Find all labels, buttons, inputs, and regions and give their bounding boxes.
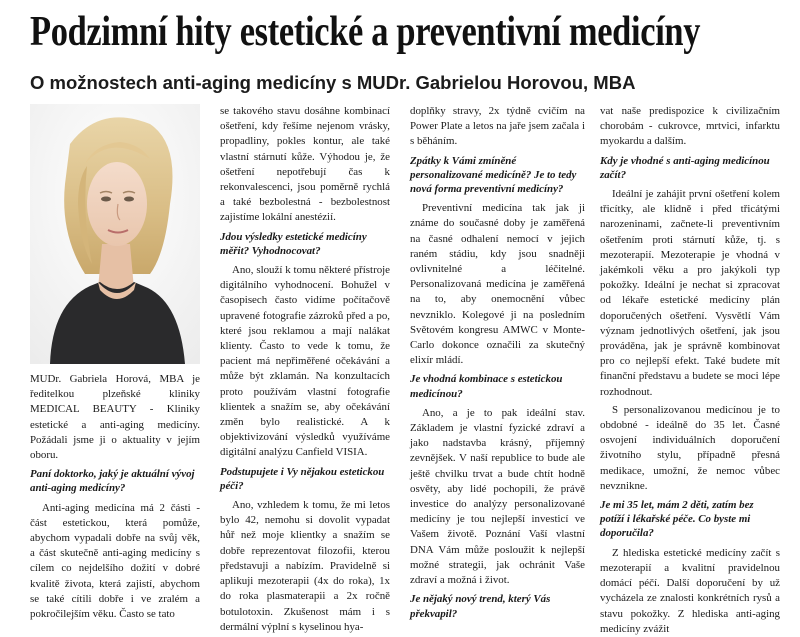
answer-8: Z hlediska estetické medicíny začít s mezoterapií a kvalitní pravidelnou domácí péčí. Další doporučení by už vycházela ze znalosti konkrétních rysů a stavu pokožky. Z hlediska anti-aging medicíny zvážit — [600, 546, 780, 635]
column-2 — [220, 104, 390, 633]
answer-1-continued: se takového stavu dosáhne kombinací ošetření, kdy řešíme nejenom vrásky, propadliny, pokles kontur, ale také vlastní stárnutí kůže. Výhodou je, že ošetření nepotřebují čas k rekonvalescenci, jsou poměrně rychlá a také bezbolestná - bezbolestnost zajistíme lokální anestézií. — [220, 105, 390, 224]
article-title: Podzimní hity estetické a preventivní medicíny — [30, 9, 701, 55]
answer-4: Preventivní medicína tak jak ji známe do současné doby je zaměřená na časné odhalení nemocí v jejich raném stádiu, kdy jsou snadněji ovlivnitelné a léčitelné. Personalizovaná medicína je zaměřená na to, aby onemocnění vůbec nevzniklo. Kolegové ji na posledním Světovém kongresu AMWC v Monte-Carlo dokonce označili za skutečný elixír mládí. — [410, 202, 585, 367]
question-5: Je vhodná kombinace s estetickou medicínou? — [410, 373, 563, 400]
question-1: Paní doktorko, jaký je aktuální vývoj anti-aging medicíny? — [30, 468, 195, 495]
answer-7a: Ideální je zahájit první ošetření kolem třicítky, ale klidně i před třicátými narozeninami, začnete-li preventivním ošetřením proti stárnutí kůže, tj. s mezoterapií. Mezoterapie je vhodná v jakémkoli věku a pro jakýkoli typ pokožky. Ideální je nechat si zpracovat od lékaře estetické medicíny plán doporučených ošetření. Vysvětlí Vám význam jednotlivých ošetření, jak jsou prováděna, jak je správně kombinovat pro co nejlepší efekt. Také budete mít finanční představu a budete se moci lépe rozhodnout. — [600, 188, 780, 398]
question-2: Jdou výsledky estetické medicíny měřit? Vyhodnocovat? — [220, 230, 367, 257]
question-8: Je mi 35 let, mám 2 děti, zatím bez potíží i lékařské péče. Co byste mi doporučila? — [600, 499, 754, 540]
article-subtitle: O možnostech anti-aging medicíny s MUDr. Gabrielou Horovou, MBA — [30, 72, 636, 93]
answer-3: Ano, vzhledem k tomu, že mi letos bylo 42, nemohu si dovolit vypadat hůř než moje klientky a snažím se dobře reprezentovat filozofii, kterou představuji a nabízím. Pravidelně si aplikuji mezoterapii (4x do roka), 1x do roka plasmaterapii a 2x ročně botulotoxin. Zkušenost mám i s dermální výplní s kyselinou hya- — [220, 499, 390, 633]
answer-7b: S personalizovanou medicínou je to obdobné - ideálně do 35 let. Časné osvojení individuálních doporučení životního stylu, případně přesná medikace, umožní, že nemoc vůbec nevznikne. — [600, 403, 780, 492]
portrait-photo — [30, 104, 200, 364]
column-3 — [410, 104, 585, 620]
question-4: Zpátky k Vámi zmíněné personalizované medicíně? Je to tedy nová forma preventivní medicíny? — [410, 154, 577, 196]
question-3: Podstupujete i Vy nějakou estetickou péči? — [220, 465, 385, 492]
answer-1: Anti-aging medicína má 2 části - část estetickou, která pomůže, abychom vypadali dobře na svůj věk, a část skutečně anti-aging medicíny s cílem co nejdelšího dožití v dobré kvalitě života, která zajistí, abychom se také cítili dobře i ve zralém a pokročilejším věku. Často se tato — [30, 501, 200, 621]
answer-6-continued: vat naše predispozice k civilizačním chorobám - cukrovce, mrtvici, infarktu myokardu a dalším. — [600, 105, 780, 148]
answer-5: Ano, a je to pak ideální stav. Základem je vlastní fyzické zdraví a jako nadstavba krásný, příjemný zevnějšek. V naší republice to bude ale ještě chvilku trvat a bude chtít hodně osvěty, aby lidé pochopili, že právě investice do analýzy personalizované medicíny je tou nejlepší investicí ve Vašem životě. Poznání Vaší vlastní DNA Vám může posloužit k nejlepší možné strategii, jak ochránit Vaše zdraví a možná i život. — [410, 406, 585, 587]
column-1 — [30, 104, 200, 621]
question-7: Kdy je vhodné s anti-aging medicínou začít? — [600, 154, 770, 181]
answer-2: Ano, slouží k tomu některé přístroje digitálního vyhodnocení. Bohužel v časopisech často vidíme počítačově upravené fotografie zázroků před a po, které jsou reklamou a mají nalákat klienty. Často to vede k tomu, že pacient má nepřiměřené očekávání a může být zklamán. Na konzultacích proto používám vlastní fotografie klientek a snažím se, aby očekávání změn bylo realistické. A k objektivizování výsledků využíváme digitální analýzu Canfield VISIA. — [220, 264, 390, 459]
question-6: Je nějaký nový trend, který Vás překvapil? — [410, 593, 551, 620]
column-4 — [600, 104, 780, 635]
answer-3-continued: doplňky stravy, 2x týdně cvičím na Power Plate a letos na jaře jsem začala i s běháním. — [410, 105, 585, 148]
intro-paragraph: MUDr. Gabriela Horová, MBA je ředitelkou plzeňské kliniky MEDICAL BEAUTY - Kliniky estetické a anti-aging medicíny. Požádali jsme ji o aktuality v jejím oboru. — [30, 373, 200, 462]
